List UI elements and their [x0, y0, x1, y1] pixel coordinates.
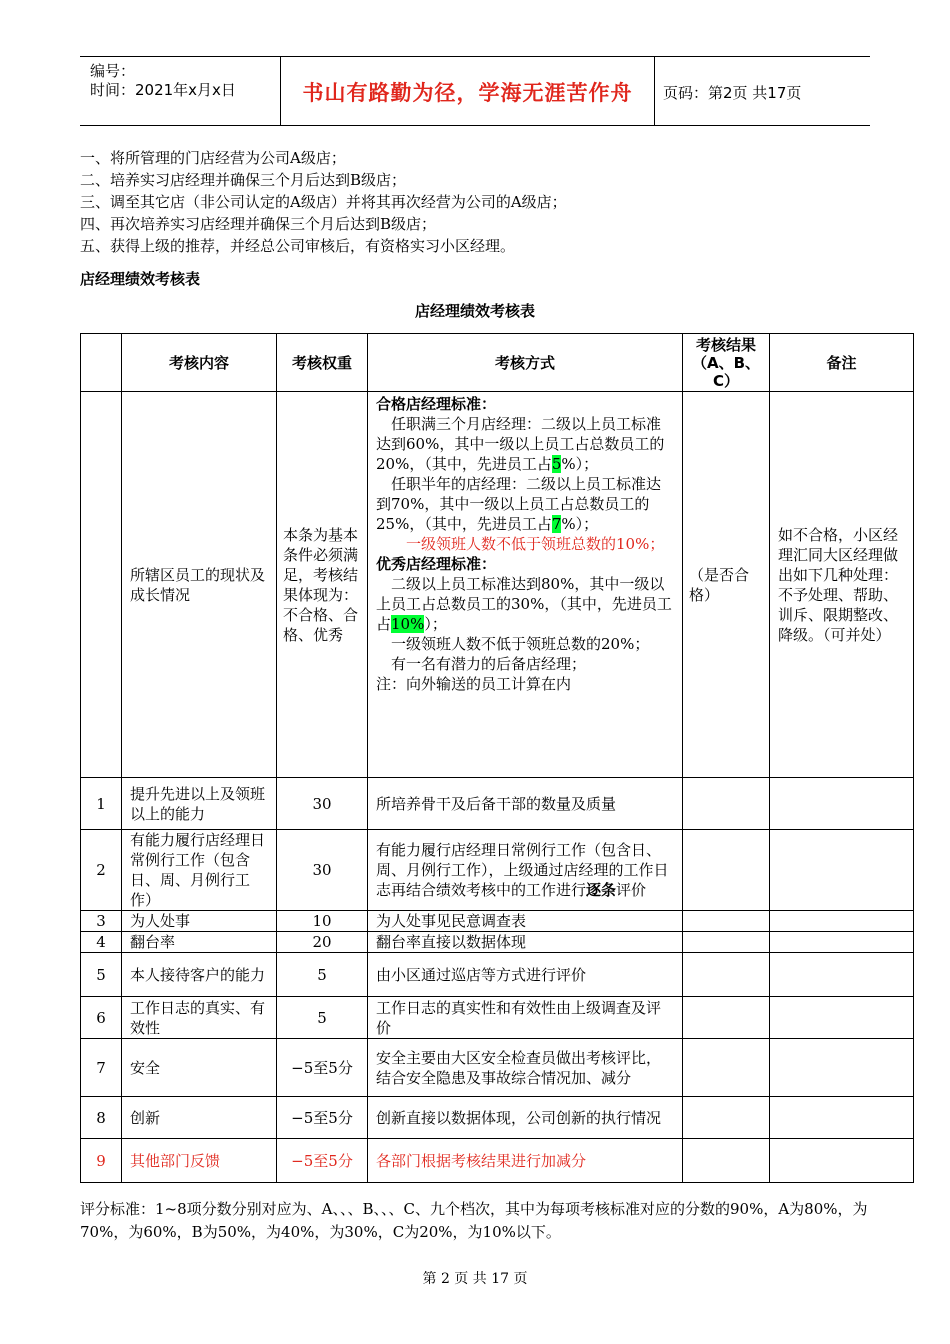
table-row — [81, 1097, 914, 1139]
row-weight: −5至5分 — [277, 1097, 368, 1139]
row-method: 各部门根据考核结果进行加减分 — [368, 1139, 683, 1183]
table-row — [81, 911, 914, 932]
row-result — [683, 997, 770, 1039]
row-result — [683, 830, 770, 911]
row-weight: −5至5分 — [277, 1039, 368, 1097]
header-no — [81, 334, 122, 392]
header-method: 考核方式 — [368, 334, 683, 392]
method-paragraph: 一级领班人数不低于领班总数的10%； — [406, 535, 665, 553]
row-no: 3 — [81, 911, 122, 932]
row-result: （是否合格） — [683, 392, 770, 778]
goal-item: 一、将所管理的门店经营为公司A级店； — [80, 149, 346, 167]
row-content: 创新 — [122, 1097, 277, 1139]
row-result — [683, 1097, 770, 1139]
row-remark — [770, 932, 914, 953]
page-header — [80, 56, 870, 126]
qualified-standard-title: 合格店经理标准： — [376, 395, 497, 413]
header-left-cell — [80, 57, 281, 125]
row-result — [683, 953, 770, 997]
row-method: 所培养骨干及后备干部的数量及质量 — [368, 778, 683, 830]
row-no — [81, 392, 122, 778]
row-method — [368, 392, 683, 778]
table-row — [81, 778, 914, 830]
row-method — [368, 830, 683, 911]
method-text: 有能力履行店经理日常例行工作（包含日、周、月例行工作），上级通过店经理的工作日志再结合绩效考核中的工作进行 — [376, 841, 669, 899]
row-content: 提升先进以上及领班以上的能力 — [122, 778, 277, 830]
row-weight: −5至5分 — [277, 1139, 368, 1183]
table-row — [81, 1039, 914, 1097]
page-footer: 第 2 页 共 17 页 — [422, 1271, 528, 1287]
header-weight: 考核权重 — [277, 334, 368, 392]
table-title: 店经理绩效考核表 — [414, 302, 535, 320]
header-right-cell — [655, 57, 870, 125]
row-content: 翻台率 — [122, 932, 277, 953]
row-weight: 本条为基本条件必须满足，考核结果体现为：不合格、合格、优秀 — [277, 392, 368, 778]
row-remark — [770, 1097, 914, 1139]
table-header-row — [81, 334, 914, 392]
row-no: 2 — [81, 830, 122, 911]
row-no: 9 — [81, 1139, 122, 1183]
row-weight: 30 — [277, 778, 368, 830]
row-method: 翻台率直接以数据体现 — [368, 932, 683, 953]
row-weight: 20 — [277, 932, 368, 953]
goal-item: 五、获得上级的推荐，并经总公司审核后，有资格实习小区经理。 — [80, 237, 516, 255]
excellent-standard-title: 优秀店经理标准： — [376, 555, 497, 573]
method-paragraph: 一级领班人数不低于领班总数的20%； — [391, 635, 650, 653]
method-text: %）； — [561, 455, 599, 473]
table-row — [81, 997, 914, 1039]
row-result — [683, 1039, 770, 1097]
highlight-value: 5 — [551, 455, 562, 473]
row-no: 7 — [81, 1039, 122, 1097]
serial-label: 编号： — [90, 62, 136, 80]
method-text: 任职满三个月店经理：二级以上员工标准达到60%，其中一级以上员工占总数员工的20%，（其中，先进员工占 — [376, 415, 665, 473]
row-method: 创新直接以数据体现，公司创新的执行情况 — [368, 1097, 683, 1139]
row-content: 本人接待客户的能力 — [122, 953, 277, 997]
row-weight: 5 — [277, 953, 368, 997]
motto: 书山有路勤为径，学海无涯苦作舟 — [302, 81, 633, 105]
method-paragraph — [376, 574, 674, 634]
row-result — [683, 932, 770, 953]
table-row — [81, 953, 914, 997]
goal-item: 三、调至其它店（非公司认定的A级店）并将其再次经营为公司的A级店； — [80, 193, 567, 211]
row-content: 为人处事 — [122, 911, 277, 932]
table-row — [81, 392, 914, 778]
method-emphasis: 逐条 — [586, 881, 617, 899]
page-number-label: 页码：第2页 共17页 — [663, 84, 802, 102]
header-center-cell — [281, 57, 655, 125]
row-content: 工作日志的真实、有效性 — [122, 997, 277, 1039]
highlight-value: 10% — [391, 615, 425, 633]
row-remark — [770, 1139, 914, 1183]
table-row — [81, 830, 914, 911]
date-label: 时间：2021年x月x日 — [90, 81, 236, 99]
header-content: 考核内容 — [122, 334, 277, 392]
row-no: 4 — [81, 932, 122, 953]
row-content: 有能力履行店经理日常例行工作（包含日、周、月例行工作） — [122, 830, 277, 911]
header-result: 考核结果（A、B、C） — [683, 334, 770, 392]
row-method: 工作日志的真实性和有效性由上级调查及评价 — [368, 997, 683, 1039]
row-content: 所辖区员工的现状及成长情况 — [122, 392, 277, 778]
row-method: 为人处事见民意调查表 — [368, 911, 683, 932]
table-row — [81, 932, 914, 953]
row-no: 5 — [81, 953, 122, 997]
row-result — [683, 778, 770, 830]
goal-item: 四、再次培养实习店经理并确保三个月后达到B级店； — [80, 215, 437, 233]
row-no: 8 — [81, 1097, 122, 1139]
row-no: 1 — [81, 778, 122, 830]
row-weight: 10 — [277, 911, 368, 932]
method-paragraph — [376, 474, 674, 534]
section-title: 店经理绩效考核表 — [80, 270, 201, 288]
method-text: %）； — [561, 515, 599, 533]
scoring-standard: 评分标准：1~8项分数分别对应为、A、、、B、、、C、九个档次，其中为每项考核标准对应的分数的90%，A为80%，为70%，为60%，B为50%，为40%，为30%，C为20%，为10%以下。 — [80, 1200, 868, 1241]
method-note: 注：向外输送的员工计算在内 — [376, 675, 572, 693]
row-remark — [770, 997, 914, 1039]
row-remark — [770, 953, 914, 997]
method-text: ）； — [424, 615, 447, 633]
row-remark — [770, 911, 914, 932]
row-content: 安全 — [122, 1039, 277, 1097]
row-no: 6 — [81, 997, 122, 1039]
header-remark: 备注 — [770, 334, 914, 392]
row-content: 其他部门反馈 — [122, 1139, 277, 1183]
method-text: 任职半年的店经理：二级以上员工标准达到70%，其中一级以上员工占总数员工的25%，（其中，先进员工占 — [376, 475, 662, 533]
row-remark — [770, 1039, 914, 1097]
row-remark — [770, 778, 914, 830]
row-weight: 5 — [277, 997, 368, 1039]
performance-table — [80, 333, 914, 1183]
highlight-value: 7 — [551, 515, 562, 533]
row-remark — [770, 830, 914, 911]
method-paragraph: 有一名有潜力的后备店经理； — [391, 655, 587, 673]
method-text: 二级以上员工标准达到80%，其中一级以上员工占总数员工的30%，（其中，先进员工占 — [376, 575, 672, 633]
row-result — [683, 1139, 770, 1183]
table-row — [81, 1139, 914, 1183]
goal-item: 二、培养实习店经理并确保三个月后达到B级店； — [80, 171, 407, 189]
row-result — [683, 911, 770, 932]
row-weight: 30 — [277, 830, 368, 911]
row-remark: 如不合格，小区经理汇同大区经理做出如下几种处理：不予处理、帮助、训斥、限期整改、降级。（可并处） — [770, 392, 914, 778]
method-paragraph — [376, 414, 674, 474]
method-text: 评价 — [616, 881, 647, 899]
goal-list — [80, 147, 880, 257]
row-method: 安全主要由大区安全检查员做出考核评比，结合安全隐患及事故综合情况加、减分 — [368, 1039, 683, 1097]
row-method: 由小区通过巡店等方式进行评价 — [368, 953, 683, 997]
